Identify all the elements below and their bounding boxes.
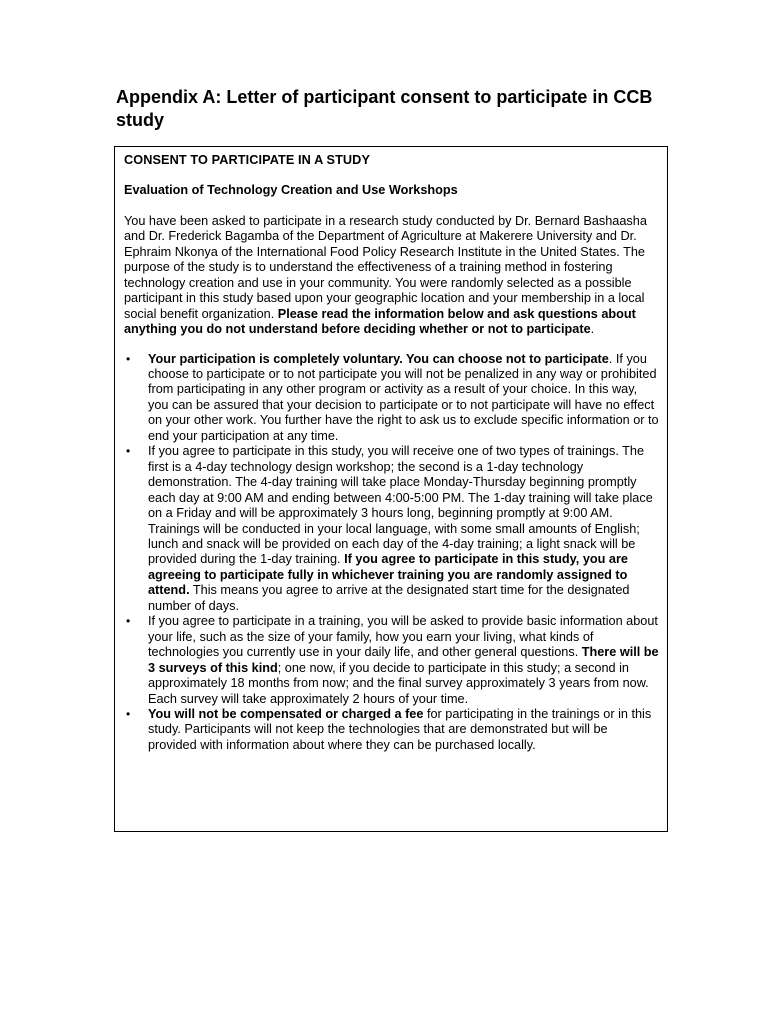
intro-end: . [590, 322, 595, 337]
list-item [124, 707, 659, 753]
bullet-text: for participating in the trainings or in this study. Participants will not keep the technologies that are demonstrated but will be provided with information about where they can be purchased locally. [148, 706, 652, 752]
study-subtitle: Evaluation of Technology Creation and Use Workshops [124, 183, 458, 198]
appendix-heading: Appendix A: Letter of participant consent to participate in CCB study [116, 87, 653, 130]
list-item [124, 444, 659, 614]
bullet-bold-text: Your participation is completely voluntary. You can choose not to participate [148, 351, 609, 366]
bullet-icon: • [126, 444, 131, 459]
bullet-bold-text: There will be 3 surveys of this kind [148, 645, 659, 675]
bullet-text: . If you choose to participate or to not participate you will not be penalized in any way or prohibited from participating in any other program or activity as a result of your choice. In this way, you can be assured that your decision to participate or to not participate will have no effect on your other work. You further have the right to ask us to exclude specific information or to end your participation at any time. [148, 351, 659, 443]
consent-title: CONSENT TO PARTICIPATE IN A STUDY [124, 153, 371, 167]
bullet-bold-text: If you agree to participate in this study, you are agreeing to participate fully in whichever training you are randomly assigned to attend. [148, 552, 628, 598]
bullet-text-after: ; one now, if you decide to participate in this study; a second in approximately 18 months from now; and the final survey approximately 3 years from now. Each survey will take approximately 2 hours of your time. [148, 660, 649, 706]
list-item [124, 614, 659, 707]
consent-form-box [114, 146, 668, 832]
bullet-icon: • [126, 351, 131, 366]
bullet-icon: • [126, 614, 131, 629]
bullet-bold-text: You will not be compensated or charged a fee [148, 706, 424, 721]
intro-bold-text: Please read the information below and ask questions about anything you do not understand before deciding whether or not to participate [124, 306, 636, 337]
bullet-text: If you agree to participate in this study, you will receive one of two types of trainings. The first is a 4-day technology design workshop; the second is a 1-day technology demonstration. The 4-day training will take place Monday-Thursday beginning promptly each day at 9:00 AM and ending between 4:00-5:00 PM. The 1-day training will take place on a Friday and will be approximately 3 hours long, beginning promptly at 9:00 AM. Trainings will be conducted in your local language, with some small amounts of English; lunch and snack will be provided on each day of the 4-day training; a light snack will be provided during the 1-day training. [148, 444, 653, 567]
list-item [124, 352, 659, 445]
consent-bullet-list [124, 352, 659, 754]
intro-text: You have been asked to participate in a research study conducted by Dr. Bernard Bashaasha and Dr. Frederick Bagamba of the Department of Agriculture at Makerere University and Dr. Ephraim Nkonya of the International Food Policy Research Institute in the United States. The purpose of the study is to understand the effectiveness of a training method in fostering technology creation and use in your community. You were randomly selected as a possible participant in this study based upon your geographic location and your membership in a local social benefit organization. [124, 213, 647, 321]
bullet-text-after: This means you agree to arrive at the designated start time for the designated number of days. [148, 583, 630, 613]
intro-paragraph [124, 214, 659, 338]
bullet-icon: • [126, 706, 131, 721]
bullet-text: If you agree to participate in a training, you will be asked to provide basic information about your life, such as the size of your family, how you earn your living, what kinds of technologies you currently use in your daily life, and other general questions. [148, 614, 658, 660]
